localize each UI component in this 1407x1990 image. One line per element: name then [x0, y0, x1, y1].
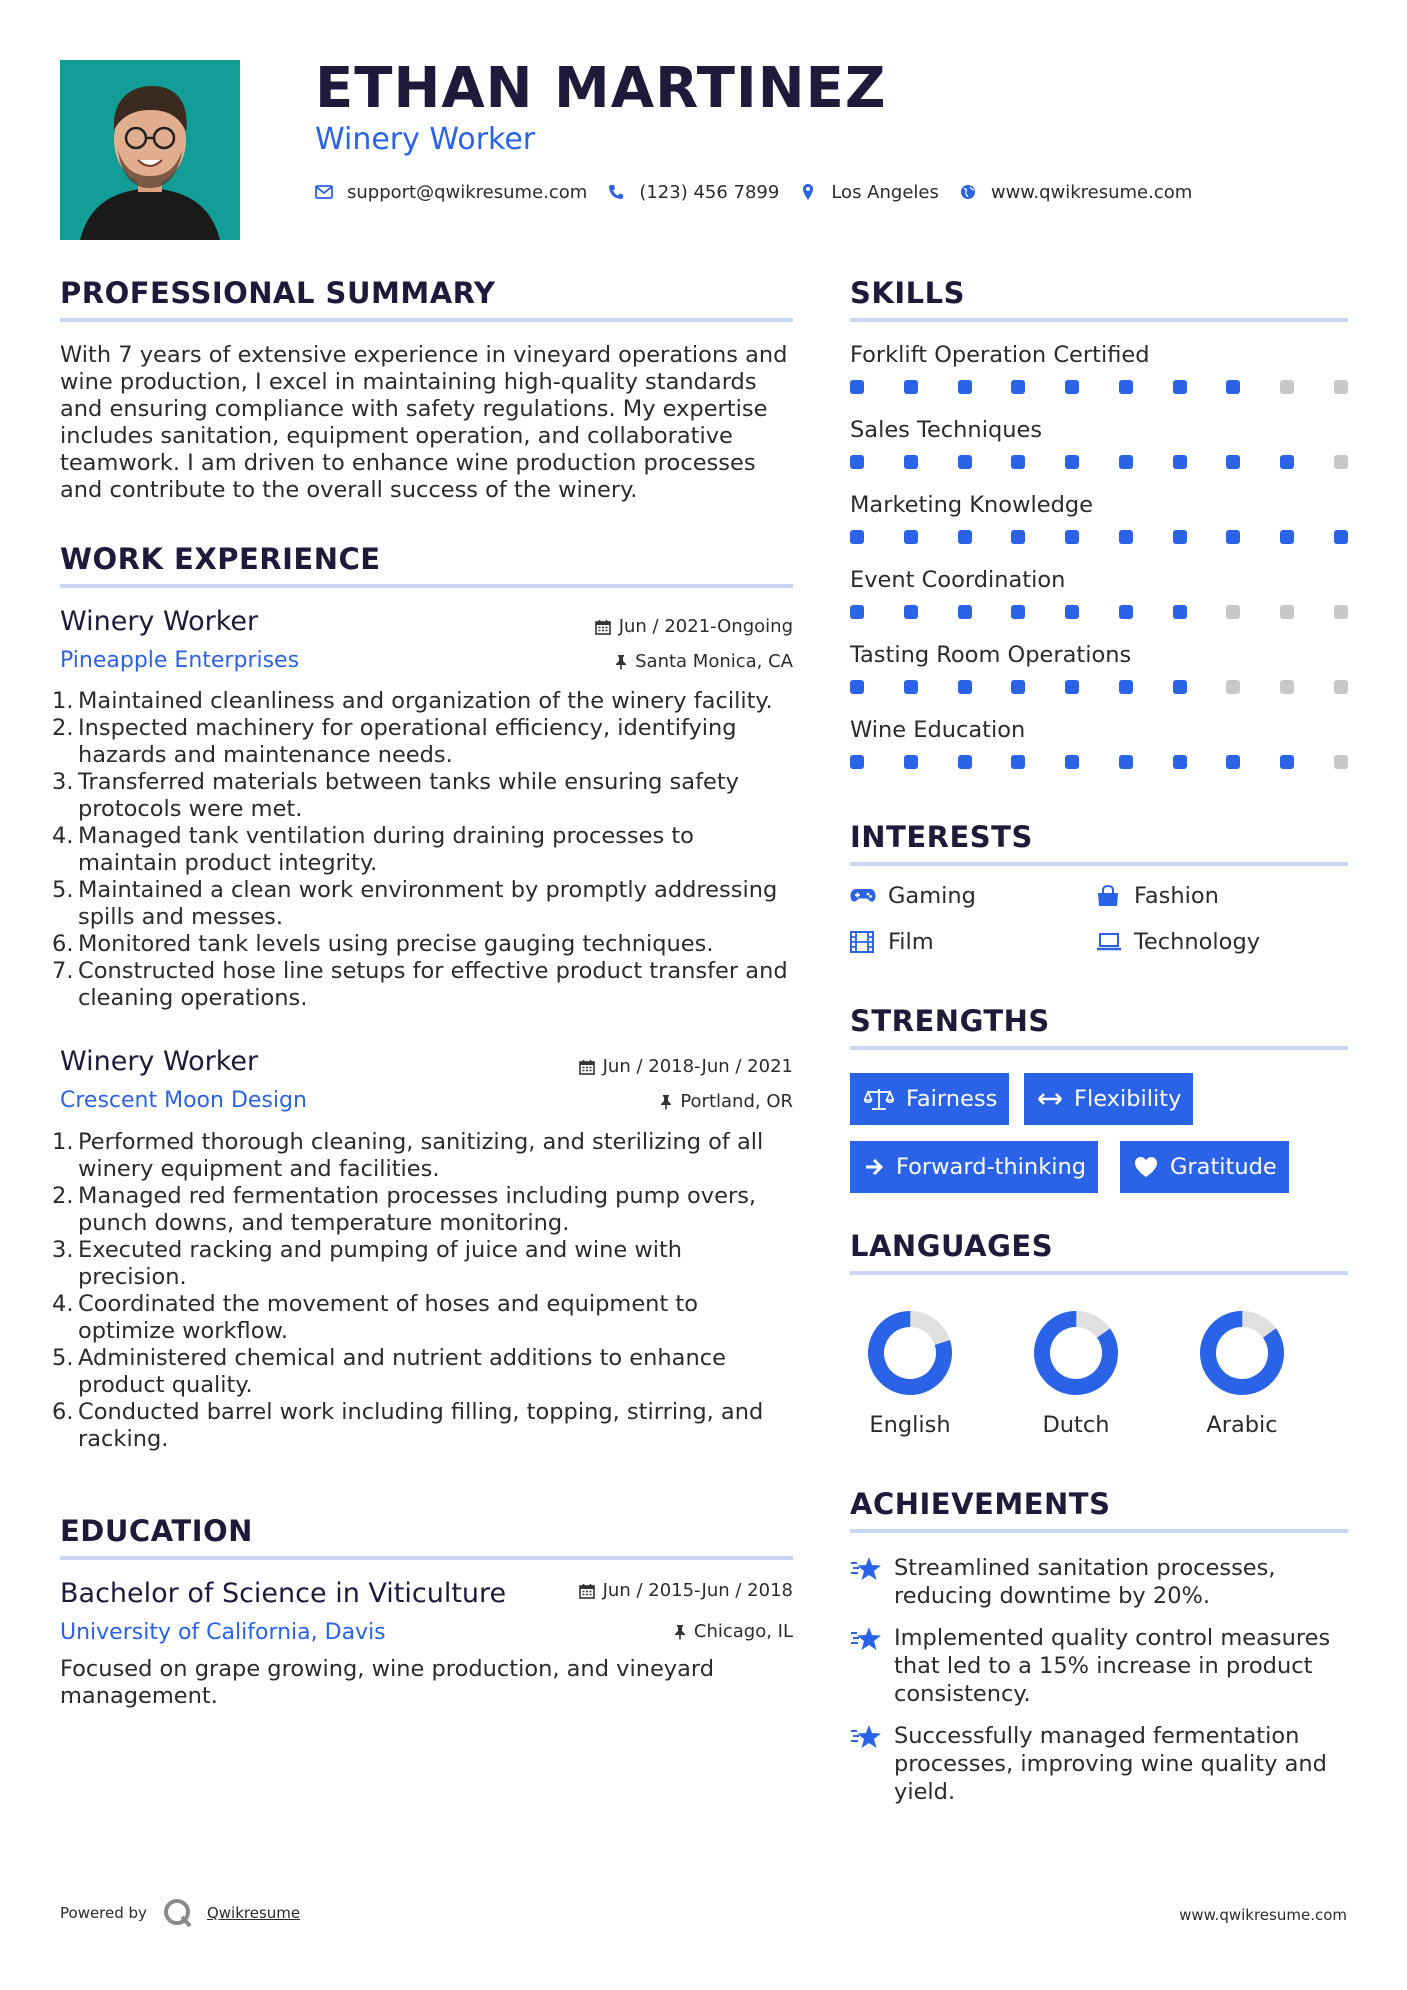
rating-dot-filled: [904, 530, 918, 544]
ring-fill: [1031, 1308, 1121, 1398]
achievements-heading: ACHIEVEMENTS: [850, 1487, 1111, 1521]
arrow-right-icon: [864, 1158, 884, 1176]
skill-rating: [850, 605, 1348, 619]
rating-dot-filled: [1173, 380, 1187, 394]
job-location-text: Portland, OR: [680, 1091, 793, 1112]
rating-dot-filled: [1065, 680, 1079, 694]
contact-bar: [315, 178, 1212, 206]
star-icon: [850, 1624, 882, 1708]
job-title: Winery Worker: [60, 1046, 259, 1077]
rating-dot-empty: [1280, 605, 1294, 619]
rating-dot-filled: [958, 455, 972, 469]
summary-text: With 7 years of extensive experience in vineyard operations and wine production, I excel in maintaining high-quality standards and ensuring compliance with safety regulations. My expertise includes sanitation, equipment operation, and collaborative teamwork. I am driven to enhance wine production processes and contribute to the overall success of the winery.: [60, 342, 788, 503]
rating-dot-filled: [1173, 680, 1187, 694]
rating-dot-filled: [1173, 605, 1187, 619]
location-text: Los Angeles: [831, 181, 939, 203]
rating-dot-filled: [850, 605, 864, 619]
email-text: support@qwikresume.com: [347, 181, 588, 203]
interest-technology: [1096, 929, 1260, 955]
rating-dot-filled: [1119, 755, 1133, 769]
education-dates: [579, 1580, 793, 1601]
star-icon: [850, 1554, 882, 1610]
strengths-heading: STRENGTHS: [850, 1004, 1050, 1038]
job-location-text: Santa Monica, CA: [635, 651, 793, 672]
languages-heading: LANGUAGES: [850, 1229, 1054, 1263]
rating-dot-filled: [850, 680, 864, 694]
rating-dot-filled: [1173, 755, 1187, 769]
strength-label: Gratitude: [1170, 1154, 1277, 1180]
rating-dot-filled: [1011, 455, 1025, 469]
donut-chart-icon: [865, 1308, 955, 1398]
ring-fill: [867, 1310, 953, 1396]
job-bullets: [52, 688, 793, 1012]
rating-dot-empty: [1280, 380, 1294, 394]
contact-email[interactable]: [315, 182, 587, 203]
job-dates: [579, 1056, 793, 1077]
job-dates: [595, 616, 793, 637]
list-item: 4. Coordinated the movement of hoses and equipment to optimize workflow.: [52, 1291, 698, 1344]
envelope-icon: [315, 183, 333, 201]
interest-film: [850, 929, 934, 955]
job-dates-text: Jun / 2021-Ongoing: [618, 616, 793, 637]
contact-phone[interactable]: [607, 182, 779, 203]
rating-dot-filled: [1334, 530, 1348, 544]
phone-icon: [607, 183, 625, 201]
candidate-title: Winery Worker: [315, 122, 536, 157]
rating-dot-filled: [850, 380, 864, 394]
achievement-text: Implemented quality control measures that led to a 15% increase in product consistency.: [894, 1625, 1331, 1707]
rating-dot-filled: [904, 605, 918, 619]
skill-rating: [850, 530, 1348, 544]
list-item: 7. Constructed hose line setups for effective product transfer and cleaning operations.: [52, 958, 788, 1011]
qwikresume-logo-icon: [163, 1898, 193, 1928]
strength-forward-thinking: [850, 1141, 1098, 1193]
laptop-icon: [1096, 931, 1122, 953]
rating-dot-filled: [1173, 455, 1187, 469]
rating-dot-empty: [1334, 455, 1348, 469]
rating-dot-filled: [904, 680, 918, 694]
list-item: 6. Conducted barrel work including filling, topping, stirring, and racking.: [52, 1399, 764, 1452]
strength-fairness: [850, 1073, 1009, 1125]
summary-heading: PROFESSIONAL SUMMARY: [60, 276, 496, 310]
star-icon: [850, 1722, 882, 1806]
rating-dot-filled: [1011, 755, 1025, 769]
pushpin-icon: [615, 654, 627, 670]
skill-row: [850, 567, 1348, 642]
job-title: Winery Worker: [60, 606, 259, 637]
skill-name: Sales Techniques: [850, 417, 1043, 443]
list-item: 1. Performed thorough cleaning, sanitizing, and sterilizing of all winery equipment and facilities.: [52, 1129, 764, 1182]
list-item: 1. Maintained cleanliness and organization of the winery facility.: [52, 688, 773, 714]
rating-dot-filled: [1119, 605, 1133, 619]
map-pin-icon: [799, 183, 817, 201]
skill-row: [850, 717, 1348, 792]
rating-dot-filled: [958, 605, 972, 619]
ring-fill: [1197, 1308, 1287, 1398]
language-english: [850, 1308, 970, 1438]
calendar-icon: [579, 1059, 595, 1075]
heart-icon: [1134, 1156, 1158, 1178]
globe-icon: [959, 183, 977, 201]
rating-dot-filled: [1011, 605, 1025, 619]
avatar: [60, 60, 240, 240]
rating-dot-filled: [1280, 755, 1294, 769]
rating-dot-filled: [1119, 380, 1133, 394]
list-item: 5. Maintained a clean work environment by promptly addressing spills and messes.: [52, 877, 778, 930]
brand-link[interactable]: Qwikresume: [206, 1904, 301, 1922]
job-dates-text: Jun / 2018-Jun / 2021: [602, 1056, 793, 1077]
achievement-item: [850, 1624, 1348, 1708]
calendar-icon: [579, 1583, 595, 1599]
education-description: Focused on grape growing, wine production, and vineyard management.: [60, 1656, 715, 1709]
rating-dot-filled: [1173, 530, 1187, 544]
rating-dot-filled: [1119, 680, 1133, 694]
interests-heading: INTERESTS: [850, 820, 1033, 854]
candidate-name: ETHAN MARTINEZ: [315, 56, 887, 121]
rating-dot-filled: [1065, 530, 1079, 544]
rating-dot-filled: [1065, 605, 1079, 619]
rating-dot-filled: [1065, 755, 1079, 769]
degree-title: Bachelor of Science in Viticulture: [60, 1578, 507, 1609]
calendar-icon: [595, 619, 611, 635]
rating-dot-filled: [1065, 380, 1079, 394]
donut-chart-icon: [1197, 1308, 1287, 1398]
skill-name: Wine Education: [850, 717, 1026, 743]
rating-dot-empty: [1334, 380, 1348, 394]
rating-dot-empty: [1334, 680, 1348, 694]
rating-dot-filled: [958, 755, 972, 769]
profile-photo: [60, 60, 240, 240]
donut-chart-icon: [1031, 1308, 1121, 1398]
interest-gaming: [850, 883, 976, 909]
summary-divider: [60, 318, 793, 322]
skill-name: Forklift Operation Certified: [850, 342, 1150, 368]
rating-dot-filled: [1119, 530, 1133, 544]
powered-by-text: Powered by: [60, 1904, 147, 1922]
achievement-text: Successfully managed fermentation processes, improving wine quality and yield.: [894, 1723, 1327, 1805]
education-dates-text: Jun / 2015-Jun / 2018: [602, 1580, 793, 1601]
education-heading: EDUCATION: [60, 1514, 253, 1548]
language-label: Dutch: [1042, 1412, 1110, 1438]
skill-rating: [850, 455, 1348, 469]
skill-name: Tasting Room Operations: [850, 642, 1132, 668]
list-item: 6. Monitored tank levels using precise gauging techniques.: [52, 931, 714, 957]
strength-label: Fairness: [906, 1086, 998, 1112]
strength-label: Flexibility: [1074, 1086, 1182, 1112]
rating-dot-empty: [1226, 680, 1240, 694]
rating-dot-filled: [958, 380, 972, 394]
pushpin-icon: [660, 1094, 672, 1110]
experience-heading: WORK EXPERIENCE: [60, 542, 381, 576]
rating-dot-filled: [850, 455, 864, 469]
rating-dot-filled: [958, 680, 972, 694]
skill-rating: [850, 380, 1348, 394]
job-company: Pineapple Enterprises: [60, 648, 300, 673]
language-label: Arabic: [1206, 1412, 1278, 1438]
job-location: [615, 651, 793, 672]
skills-heading: SKILLS: [850, 276, 965, 310]
rating-dot-filled: [1226, 755, 1240, 769]
contact-location: [799, 182, 939, 203]
skill-row: [850, 642, 1348, 717]
job-location: [660, 1091, 793, 1112]
strength-flexibility: [1024, 1073, 1193, 1125]
education-divider: [60, 1556, 793, 1560]
education-location: [674, 1621, 793, 1642]
skills-list: [850, 342, 1348, 792]
skill-name: Marketing Knowledge: [850, 492, 1093, 518]
arrows-horizontal-icon: [1038, 1092, 1062, 1106]
achievement-item: [850, 1722, 1348, 1806]
language-label: English: [869, 1412, 951, 1438]
list-item: 2. Managed red fermentation processes including pump overs, punch downs, and temperature monitoring.: [52, 1183, 757, 1236]
rating-dot-filled: [1119, 455, 1133, 469]
strength-gratitude: [1120, 1141, 1289, 1193]
rating-dot-filled: [904, 455, 918, 469]
rating-dot-empty: [1280, 680, 1294, 694]
interest-label: Film: [888, 929, 934, 955]
list-item: 2. Inspected machinery for operational efficiency, identifying hazards and maintenance needs.: [52, 715, 737, 768]
rating-dot-filled: [1065, 455, 1079, 469]
experience-divider: [60, 584, 793, 588]
achievements-divider: [850, 1529, 1348, 1533]
rating-dot-empty: [1334, 755, 1348, 769]
achievement-text: Streamlined sanitation processes, reducing downtime by 20%.: [894, 1555, 1276, 1609]
film-icon: [850, 931, 876, 953]
rating-dot-filled: [1226, 530, 1240, 544]
achievement-item: [850, 1554, 1348, 1610]
rating-dot-filled: [1226, 455, 1240, 469]
pushpin-icon: [674, 1624, 686, 1640]
interest-label: Technology: [1134, 929, 1261, 955]
contact-website[interactable]: [959, 182, 1192, 203]
rating-dot-filled: [850, 530, 864, 544]
shopping-bag-icon: [1096, 885, 1122, 907]
school-name: University of California, Davis: [60, 1620, 386, 1645]
phone-text: (123) 456 7899: [639, 181, 780, 203]
rating-dot-empty: [1226, 605, 1240, 619]
skill-rating: [850, 755, 1348, 769]
interest-label: Fashion: [1134, 883, 1219, 909]
job-bullets: [52, 1129, 793, 1453]
languages-divider: [850, 1271, 1348, 1275]
rating-dot-filled: [958, 530, 972, 544]
language-dutch: [1016, 1308, 1136, 1438]
skills-divider: [850, 318, 1348, 322]
interest-label: Gaming: [888, 883, 976, 909]
strength-label: Forward-thinking: [896, 1154, 1087, 1180]
education-location-text: Chicago, IL: [693, 1621, 793, 1642]
language-arabic: [1182, 1308, 1302, 1438]
skill-row: [850, 492, 1348, 567]
rating-dot-filled: [850, 755, 864, 769]
skill-row: [850, 342, 1348, 417]
rating-dot-filled: [904, 755, 918, 769]
rating-dot-filled: [1011, 530, 1025, 544]
list-item: 3. Executed racking and pumping of juice and wine with precision.: [52, 1237, 683, 1290]
interest-fashion: [1096, 883, 1219, 909]
interests-divider: [850, 862, 1348, 866]
job-company: Crescent Moon Design: [60, 1088, 307, 1113]
rating-dot-empty: [1334, 605, 1348, 619]
rating-dot-filled: [1011, 380, 1025, 394]
rating-dot-filled: [1226, 380, 1240, 394]
strengths-divider: [850, 1046, 1348, 1050]
footer-branding: [60, 1898, 300, 1928]
balance-scale-icon: [864, 1087, 894, 1111]
skill-row: [850, 417, 1348, 492]
skill-name: Event Coordination: [850, 567, 1066, 593]
website-text: www.qwikresume.com: [990, 181, 1193, 203]
rating-dot-filled: [1280, 530, 1294, 544]
rating-dot-filled: [1280, 455, 1294, 469]
list-item: 3. Transferred materials between tanks while ensuring safety protocols were met.: [52, 769, 739, 822]
skill-rating: [850, 680, 1348, 694]
rating-dot-filled: [1011, 680, 1025, 694]
footer-url[interactable]: www.qwikresume.com: [1179, 1906, 1347, 1924]
gamepad-icon: [850, 885, 876, 907]
list-item: 5. Administered chemical and nutrient additions to enhance product quality.: [52, 1345, 726, 1398]
list-item: 4. Managed tank ventilation during draining processes to maintain product integrity.: [52, 823, 694, 876]
rating-dot-filled: [904, 380, 918, 394]
